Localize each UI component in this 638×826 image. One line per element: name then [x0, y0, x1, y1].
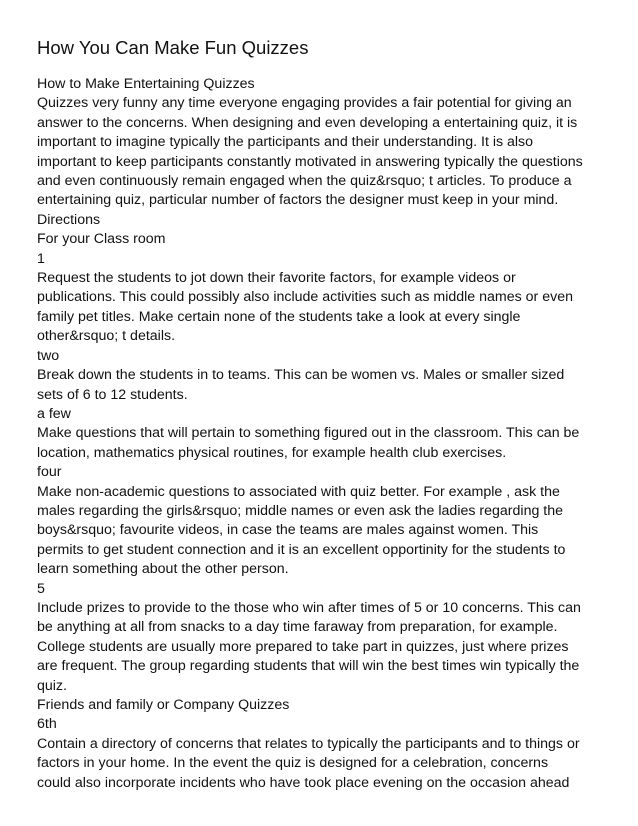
- text-line: other&rsquo; t details.: [37, 328, 176, 345]
- text-line: entertaining quiz, particular number of factors the designer must keep in your mind.: [37, 192, 559, 209]
- text-line: Make questions that will pertain to something figured out in the classroom. This can be: [37, 425, 580, 442]
- text-line: are frequent. The group regarding students that will win the best times win typically the: [37, 658, 580, 675]
- text-line: 1: [37, 250, 45, 267]
- text-line: sets of 6 to 12 students.: [37, 386, 188, 403]
- text-line: Break down the students in to teams. This can be women vs. Males or smaller sized: [37, 367, 565, 384]
- text-line: important to imagine typically the participants and their understanding. It is also: [37, 134, 534, 151]
- text-line: four: [37, 464, 62, 481]
- text-line: males regarding the girls&rsquo; middle names or even ask the ladies regarding the: [37, 502, 564, 519]
- text-line: Include prizes to provide to the those who win after times of 5 or 10 concerns. This can: [37, 599, 581, 616]
- text-line: answer to the concerns. When designing and even developing a entertaining quiz, it is: [37, 114, 578, 131]
- text-line: Directions: [37, 211, 101, 228]
- text-line: two: [37, 347, 60, 364]
- text-line: boys&rsquo; favourite videos, in case the teams are males against women. This: [37, 522, 539, 539]
- text-line: family pet titles. Make certain none of the students take a look at every single: [37, 308, 521, 325]
- text-line: be anything at all from snacks to a day time faraway from preparation, for example.: [37, 619, 558, 636]
- text-line: 6th: [37, 716, 57, 733]
- text-line: Make non-academic questions to associated with quiz better. For example , ask the: [37, 483, 560, 500]
- text-line: How to Make Entertaining Quizzes: [37, 76, 255, 92]
- text-line: permits to get student connection and it is an excellent opportinity for the students to: [37, 541, 566, 558]
- document-page: [37, 36, 605, 793]
- text-line: For your Class room: [37, 231, 166, 248]
- text-line: publications. This could possibly also include activities such as middle names or even: [37, 289, 573, 306]
- text-line: a few: [37, 405, 71, 422]
- text-line: important to keep participants constantly motivated in answering typically the questions: [37, 153, 583, 170]
- text-line: College students are usually more prepared to take part in quizzes, just where prizes: [37, 638, 569, 655]
- text-line: Request the students to jot down their favorite factors, for example videos or: [37, 270, 516, 287]
- text-line: Contain a directory of concerns that relates to typically the participants and to things or: [37, 735, 580, 752]
- document-body: [37, 75, 605, 793]
- text-line: Quizzes very funny any time everyone engaging provides a fair potential for giving an: [37, 95, 572, 112]
- text-line: factors in your home. In the event the quiz is designed for a celebration, concerns: [37, 755, 549, 772]
- text-line: 5: [37, 580, 45, 597]
- text-line: quiz.: [37, 677, 67, 694]
- text-line: Friends and family or Company Quizzes: [37, 697, 290, 713]
- text-line: learn something about the other person.: [37, 561, 289, 578]
- text-line: could also incorporate incidents who have took place evening on the occasion ahead: [37, 774, 570, 791]
- text-line: and even continuously remain engaged when the quiz&rsquo; t articles. To produce a: [37, 173, 572, 190]
- text-line: location, mathematics physical routines, for example health club exercises.: [37, 444, 507, 461]
- document-title: How You Can Make Fun Quizzes: [37, 37, 309, 58]
